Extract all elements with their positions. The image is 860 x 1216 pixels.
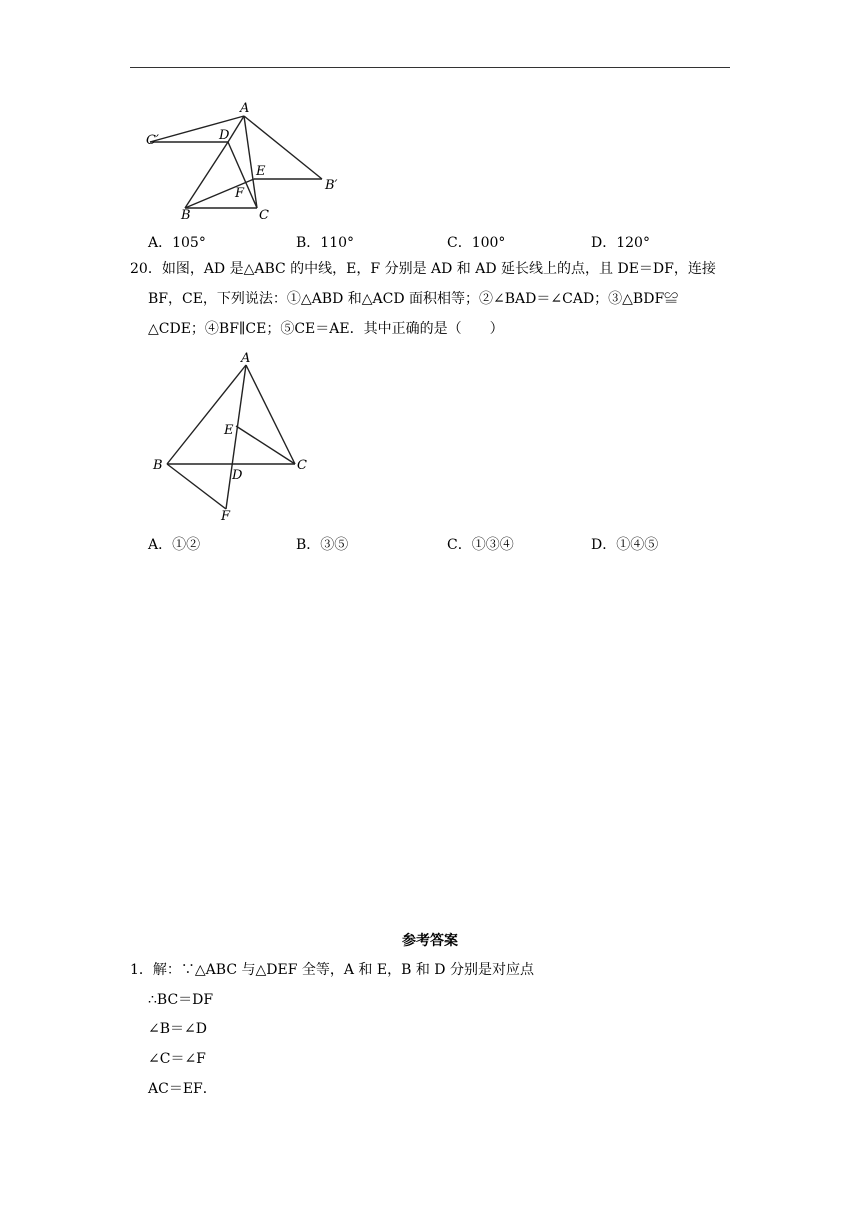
answer-line-4: ∠C＝∠F xyxy=(148,1051,206,1067)
segment-d-b xyxy=(185,142,228,208)
segment-a-c xyxy=(246,365,295,464)
q19-option-a: A．105° xyxy=(148,235,206,251)
figure-1-diagram xyxy=(140,95,350,230)
q20-option-d: D．①④⑤ xyxy=(591,537,659,553)
answer-line-3: ∠B＝∠D xyxy=(148,1021,207,1037)
label-e: E xyxy=(224,423,234,438)
segment-b-f xyxy=(167,464,226,509)
label-e: E xyxy=(256,164,266,179)
header-rule xyxy=(130,67,730,68)
label-b: B xyxy=(153,458,163,473)
label-c-prime: C′ xyxy=(146,133,159,148)
q19-option-b: B．110° xyxy=(296,235,355,251)
label-c: C xyxy=(297,458,307,473)
q19-option-c: C．100° xyxy=(447,235,506,251)
figure-2-diagram xyxy=(145,345,315,525)
q20-option-c: C．①③④ xyxy=(447,537,514,553)
label-d: D xyxy=(232,468,243,483)
q20-line-2: BF，CE，下列说法：①△ABD 和△ACD 面积相等；②∠BAD＝∠CAD；③△BDF≌ xyxy=(148,291,679,307)
label-c: C xyxy=(259,208,269,223)
label-f: F xyxy=(235,186,245,201)
q20-option-a: A．①② xyxy=(148,537,201,553)
label-b: B xyxy=(181,208,191,223)
answer-line-5: AC＝EF． xyxy=(148,1081,217,1097)
label-f: F xyxy=(221,509,231,524)
label-a: A xyxy=(240,101,250,116)
label-a: A xyxy=(241,351,251,366)
label-b-prime: B′ xyxy=(325,178,338,193)
q19-option-d: D．120° xyxy=(591,235,650,251)
q20-line-1: 20．如图，AD 是△ABC 的中线，E，F 分别是 AD 和 AD 延长线上的点，且 DE＝DF，连接 xyxy=(130,261,716,277)
answer-line-2: ∴BC＝DF xyxy=(148,992,214,1008)
q20-line-3: △CDE；④BF∥CE；⑤CE＝AE．其中正确的是（ ） xyxy=(148,321,504,337)
label-d: D xyxy=(219,128,230,143)
answers-title: 参考答案 xyxy=(402,933,458,949)
answer-line-1: 1．解：∵△ABC 与△DEF 全等，A 和 E，B 和 D 分别是对应点 xyxy=(130,962,534,978)
q20-option-b: B．③⑤ xyxy=(296,537,349,553)
